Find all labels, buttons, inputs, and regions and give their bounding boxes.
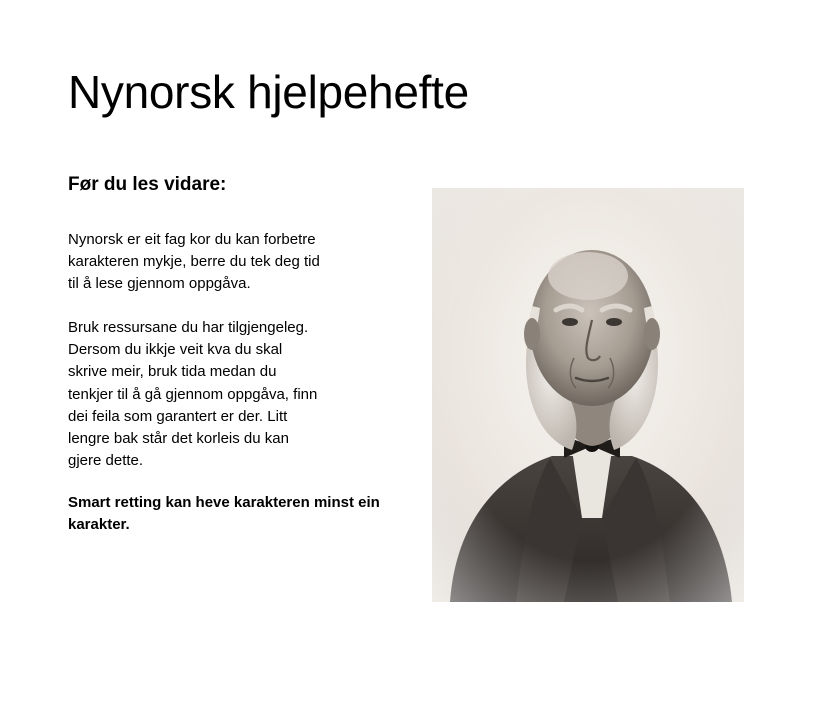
intro-paragraph: Nynorsk er eit fag kor du kan forbetre karakteren mykje, berre du tek deg tid til å lese gjennom oppgåva.	[68, 231, 320, 293]
section-heading: Før du les vidare:	[68, 174, 227, 195]
resources-paragraph: Bruk ressursane du har tilgjengeleg. Dersom du ikkje veit kva du skal skrive meir, bruk tida medan du tenkjer til å gå gjennom oppgåva, finn dei feila som garantert er der. Litt lengre bak står det korleis du kan gjere dette.	[68, 319, 318, 470]
page-title: Nynorsk hjelpehefte	[68, 66, 469, 118]
emphasis-paragraph: Smart retting kan heve karakteren minst ein karakter.	[68, 494, 380, 534]
portrait-photo	[432, 188, 744, 602]
portrait-illustration	[432, 188, 744, 602]
